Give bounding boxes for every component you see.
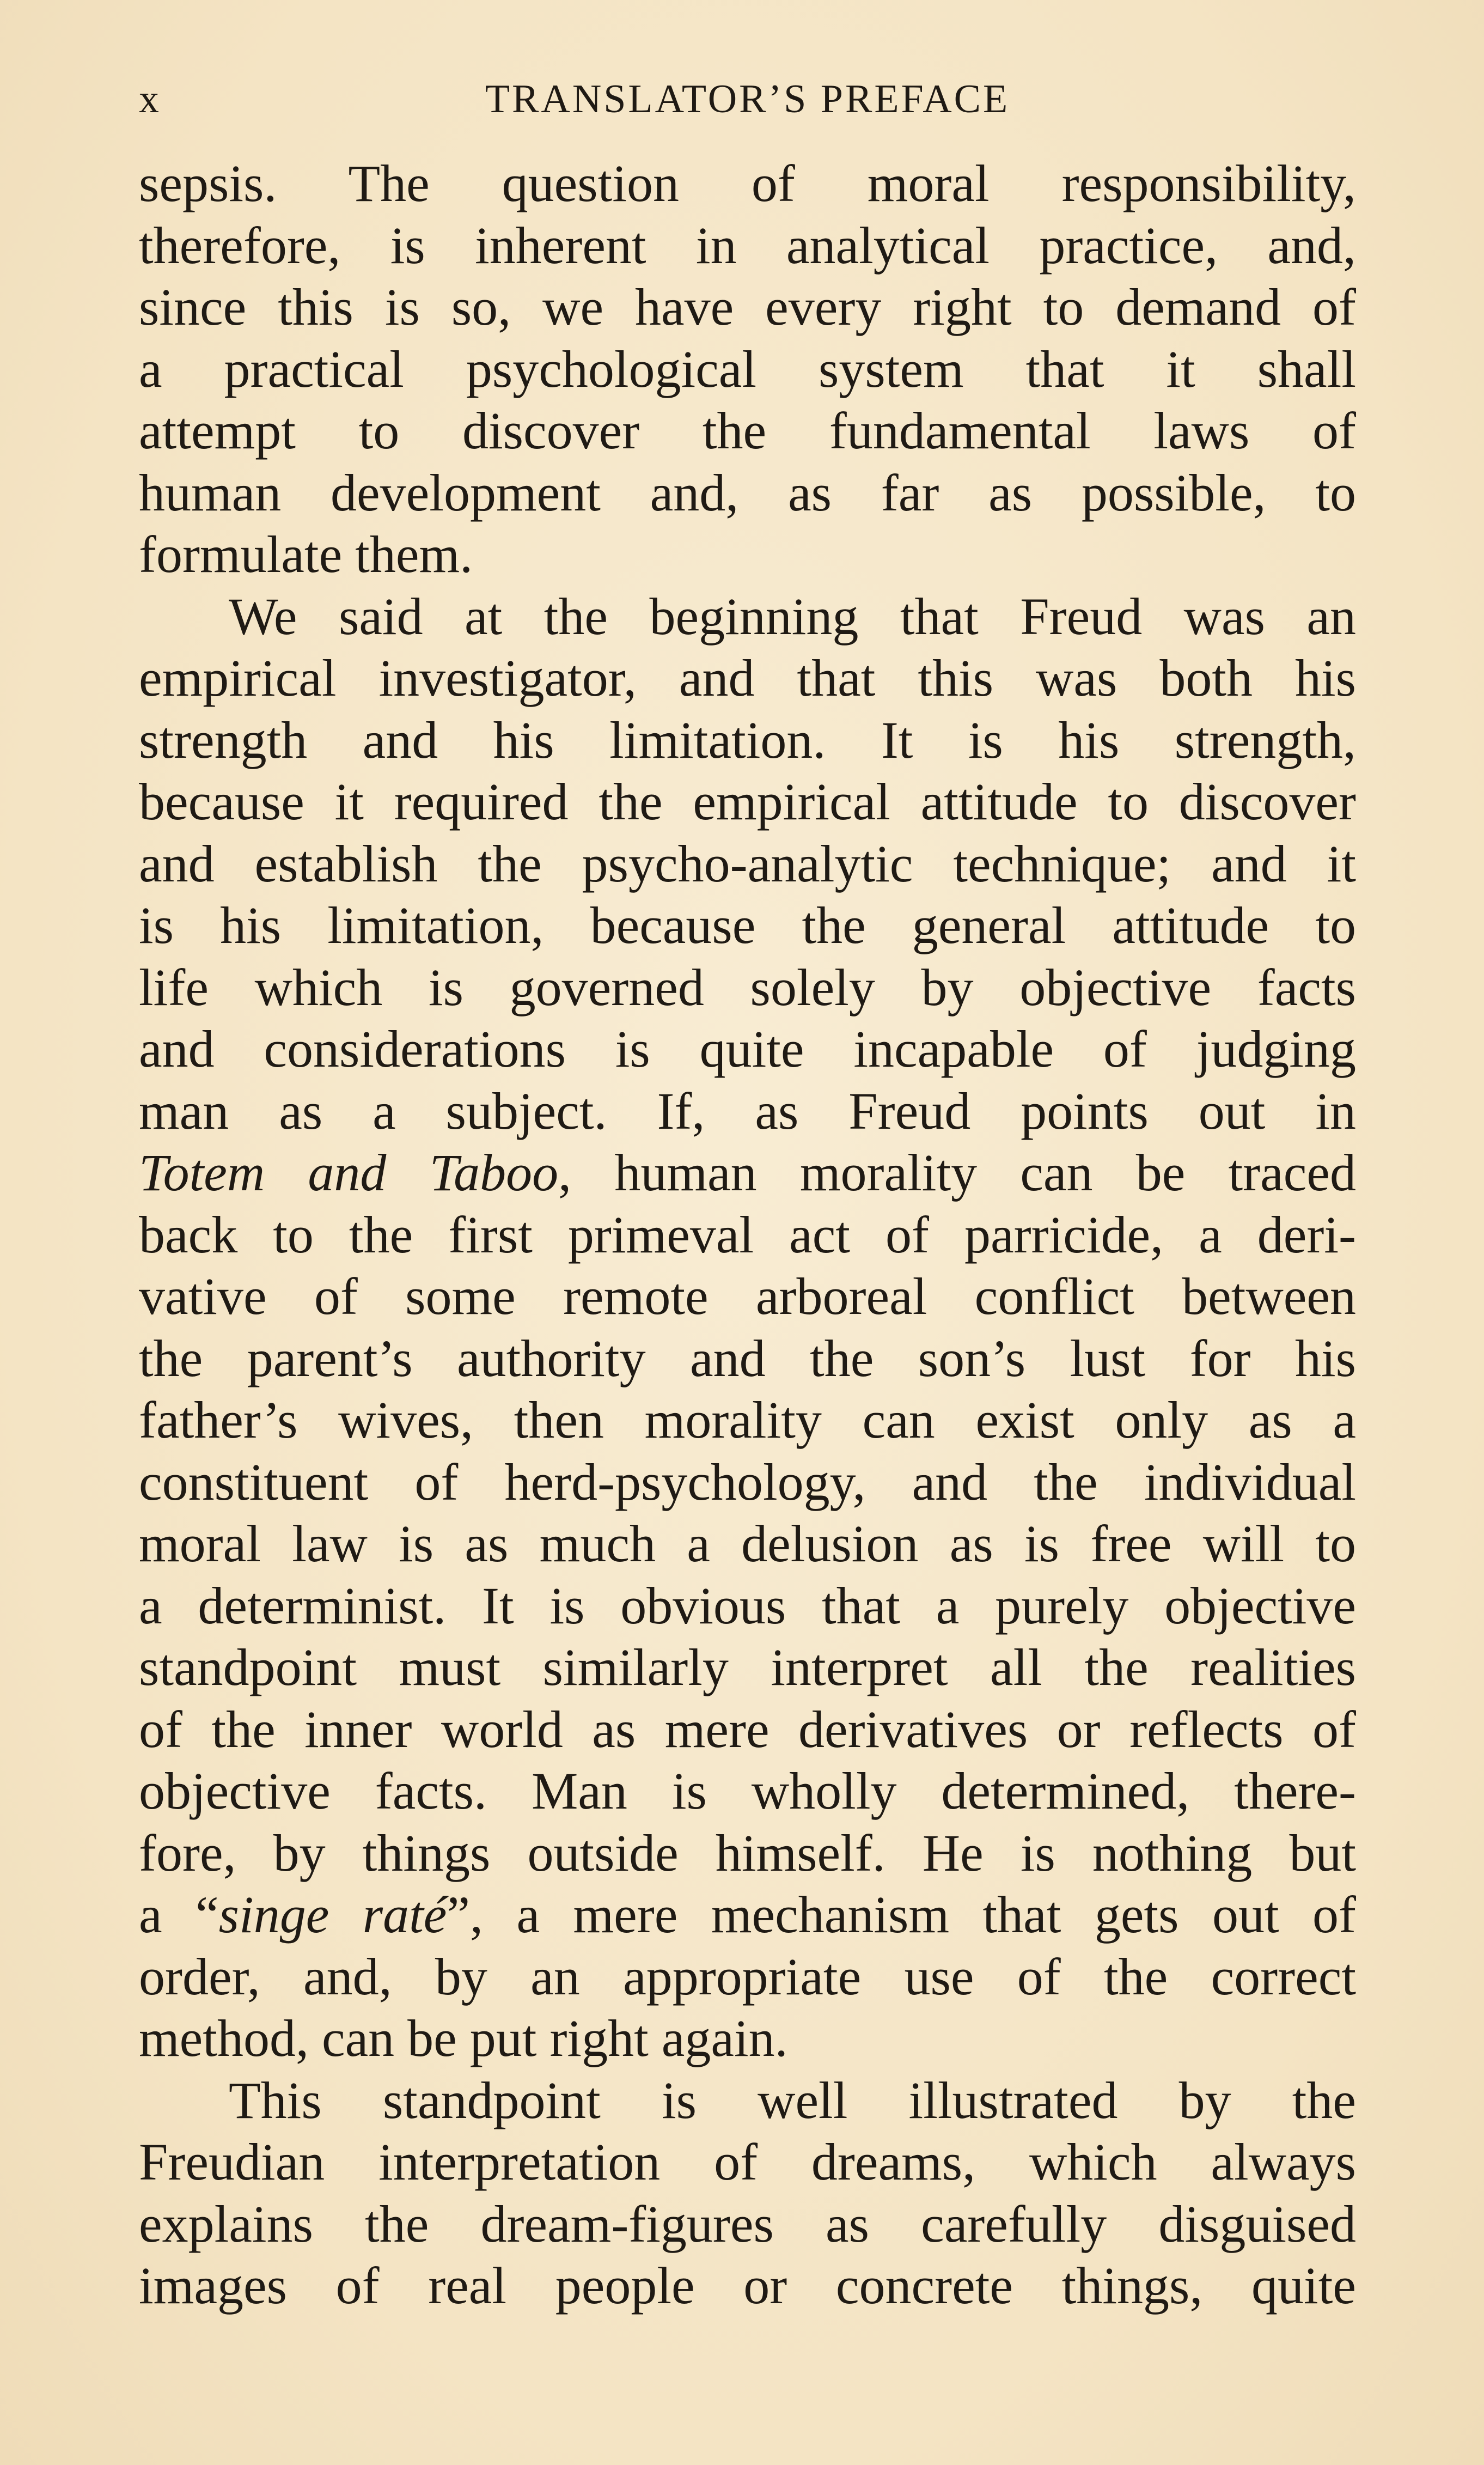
- text-line: a “singe raté”, a mere mechanism that gets out of: [139, 1885, 1357, 1944]
- text-line: empirical investigator, and that this was both his: [139, 649, 1356, 707]
- text-line: strength and his limitation. It is his strength,: [139, 710, 1356, 769]
- text-line: This standpoint is well illustrated by the: [229, 2071, 1356, 2129]
- text-line: human development and, as far as possible, to: [139, 463, 1356, 522]
- text-line: of the inner world as mere derivatives or reflects of: [139, 1700, 1356, 1758]
- text-line: constituent of herd-psychology, and the individual: [139, 1452, 1356, 1511]
- text-line: because it required the empirical attitude to discover: [139, 772, 1356, 831]
- book-title: Totem and Taboo: [139, 1143, 559, 1202]
- page-header: [139, 76, 1356, 125]
- text-line: images of real people or concrete things, quite: [139, 2256, 1356, 2315]
- running-head: TRANSLATOR’S PREFACE: [485, 77, 1010, 121]
- text-line: standpoint must similarly interpret all the realities: [139, 1638, 1356, 1696]
- text-line: We said at the beginning that Freud was an: [229, 587, 1356, 646]
- text-line: fore, by things outside himself. He is nothing but: [139, 1823, 1356, 1882]
- text-line: a practical psychological system that it shall: [139, 339, 1356, 398]
- body-text: [139, 153, 1356, 2317]
- text-line: Freudian interpretation of dreams, which always: [139, 2133, 1356, 2191]
- text-line: back to the first primeval act of parricide, a deri-: [139, 1205, 1356, 1264]
- text-line: man as a subject. If, as Freud points out in: [139, 1081, 1356, 1140]
- text-line: sepsis. The question of moral responsibility,: [139, 154, 1356, 212]
- text-line: and considerations is quite incapable of judging: [139, 1020, 1356, 1078]
- text-line: Totem and Taboo, human morality can be traced: [139, 1143, 1357, 1202]
- text-line: the parent’s authority and the son’s lust for his: [139, 1329, 1356, 1387]
- text-line: is his limitation, because the general attitude to: [139, 896, 1356, 954]
- text-line: therefore, is inherent in analytical practice, and,: [139, 216, 1356, 275]
- text-line: formulate them.: [139, 525, 473, 583]
- text-line: explains the dream-figures as carefully disguised: [139, 2194, 1356, 2253]
- text-line: method, can be put right again.: [139, 2009, 788, 2067]
- text-line: and establish the psycho-analytic technique; and it: [139, 834, 1356, 893]
- page-number: x: [139, 77, 161, 121]
- french-phrase: singe raté: [218, 1885, 447, 1944]
- text-line: attempt to discover the fundamental laws of: [139, 401, 1356, 460]
- text-line: moral law is as much a delusion as is free will to: [139, 1514, 1356, 1573]
- text-line: since this is so, we have every right to demand of: [139, 278, 1356, 336]
- text-line: order, and, by an appropriate use of the correct: [139, 1947, 1356, 2006]
- text-line: vative of some remote arboreal conflict between: [139, 1267, 1356, 1325]
- text-line: father’s wives, then morality can exist only as a: [139, 1391, 1356, 1449]
- text-line: life which is governed solely by objective facts: [139, 958, 1356, 1017]
- text-line: objective facts. Man is wholly determined, there-: [139, 1762, 1356, 1820]
- text-line: a determinist. It is obvious that a purely objective: [139, 1576, 1356, 1635]
